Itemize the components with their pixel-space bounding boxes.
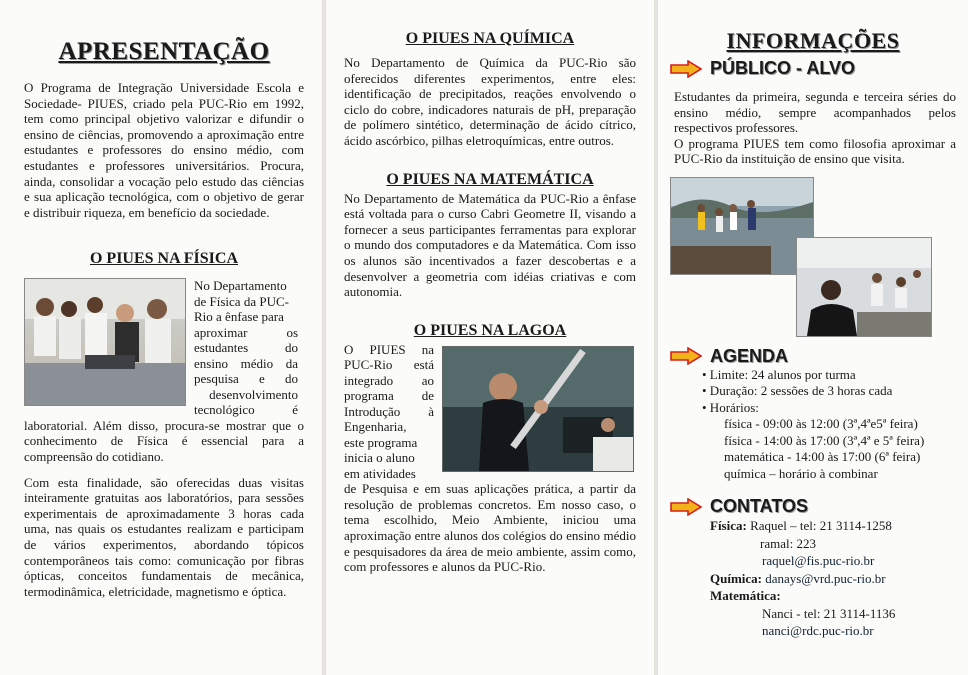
fisica-photo bbox=[24, 278, 186, 406]
agenda-item: • Duração: 2 sessões de 3 horas cada bbox=[702, 383, 893, 399]
quimica-label: Química: bbox=[710, 570, 762, 586]
fisica-line: tecnológico é bbox=[194, 402, 298, 418]
info-photos bbox=[670, 177, 956, 342]
lagoa-line: programa de bbox=[344, 388, 434, 404]
fisica-line: desenvolvimento bbox=[209, 386, 298, 402]
ramal: ramal: 223 bbox=[760, 535, 816, 551]
fisica-wrap-lines bbox=[194, 278, 298, 418]
lagoa-line: O PIUES na bbox=[344, 341, 434, 357]
fisica-line: ensino médio da bbox=[194, 355, 298, 371]
fisica-text-rest: laboratorial. Além disso, procura-se mostrar que o conhecimento de Física é essencial para a compreensão do cotidiano. bbox=[24, 417, 304, 465]
quimica-email[interactable]: danays@vrd.puc-rio.br bbox=[765, 570, 886, 586]
photo-lagoon-group bbox=[670, 177, 814, 275]
intro-text: O Programa de Integração Universidade Escola e Sociedade- PIUES, criado pela PUC-Rio em 1992, tem como principal objetivo valorizar e difundir o ensino de ciências, promovendo a aproximação entre estudantes e professores do ensino médio, com estudantes e professores universitários. Procura, ainda, consolidar a vocação pelo estudo das ciências e sua aplicação tecnológica, com o objetivo de gerar e distribuir riqueza, em benefício da sociedade. bbox=[24, 80, 304, 220]
lagoa-wrap-lines bbox=[344, 342, 434, 482]
matematica-email[interactable]: nanci@rdc.puc-rio.br bbox=[762, 623, 874, 639]
fisica-contact: Raquel – tel: 21 3114-1258 bbox=[750, 518, 892, 534]
agenda-item: • Limite: 24 alunos por turma bbox=[702, 366, 856, 382]
lagoa-line: Introdução à bbox=[344, 403, 434, 419]
matematica-label: Matemática: bbox=[710, 588, 781, 604]
lagoa-photo bbox=[442, 346, 634, 472]
panel-atividades bbox=[326, 0, 654, 675]
fisica-line: aproximar os bbox=[194, 324, 298, 340]
title-fisica: O PIUES NA FÍSICA bbox=[89, 250, 239, 268]
title-apresentacao: APRESENTAÇÃO bbox=[58, 38, 270, 65]
fisica-line: de Física da PUC- bbox=[194, 293, 289, 309]
matematica-text: No Departamento de Matemática da PUC-Rio a ênfase está voltada para o curso Cabri Geometre II, visando a fornecer a seus participantes ferramentas para explorar o mundo dos computadores e da Matemática. Com isso os alunos são incentivados a fazer descobertas e a desenvolver a geometria com idéias criativas e com autonomia. bbox=[344, 190, 636, 300]
publico-title: PÚBLICO - ALVO bbox=[710, 58, 855, 78]
publico-text-2: O programa PIUES tem como filosofia aproximar a PUC-Rio da instituição de ensino que visita. bbox=[674, 135, 956, 167]
fisica-line: No Departamento bbox=[194, 278, 287, 294]
agenda-list bbox=[670, 367, 956, 483]
arrow-right-icon bbox=[670, 347, 702, 365]
fisica-line: estudantes do bbox=[194, 340, 298, 356]
quimica-text: No Departamento de Química da PUC-Rio são oferecidos diferentes experimentos, entre eles: identificação de precipitados, reações envolvendo o ciclo do cobre, indicadores naturais de pH, preparação de polímero sintético, determinação de ácido cítrico, ácido ascórbico, pilhas eletroquímicas, entre outros. bbox=[344, 55, 636, 148]
photo-lab-class bbox=[796, 237, 932, 337]
lagoa-line: inicia o aluno bbox=[344, 450, 415, 466]
title-informacoes: INFORMAÇÕES bbox=[726, 28, 900, 53]
fisica-line: pesquisa e do bbox=[194, 371, 298, 387]
agenda-title: AGENDA bbox=[710, 345, 789, 366]
fisica-text-2: Com esta finalidade, são oferecidas duas visitas inteiramente gratuitas aos laboratórios, para sessões experimentais de aproximadamente 3 horas cada uma, nas quais os estudantes realizam e participam de vários experimentos, abordando tópicos contemporâneos tais como: comunicação por fibras ópticas, conceitos fundamentais de mecânica, termodinâmica, eletricidade, magnetismo e óptica. bbox=[24, 474, 304, 599]
contatos-heading bbox=[670, 496, 956, 517]
panel-informacoes bbox=[658, 0, 968, 675]
publico-text-1: Estudantes da primeira, segunda e terceira séries do ensino médio, sempre acompanhados pelos respectivos professores. bbox=[674, 89, 956, 136]
horario-item: química – horário à combinar bbox=[724, 465, 878, 481]
fisica-line: Rio a ênfase para bbox=[194, 309, 284, 325]
title-matematica: O PIUES NA MATEMÁTICA bbox=[386, 170, 594, 188]
agenda-heading bbox=[670, 346, 956, 367]
lagoa-text-rest: de Pesquisa e em suas aplicações prática, a partir da resolução de problemas concretos. Em nosso caso, o tema escolhido, Meio Ambiente, iniciou uma aproximação entre alunos dos colégios do ensino médio e pesquisadores da área de meio ambiente, assim como, com professores e alunos da PUC-Rio. bbox=[344, 481, 636, 575]
publico-heading bbox=[670, 58, 956, 79]
lagoa-line: este programa bbox=[344, 434, 418, 450]
panel-apresentacao bbox=[0, 0, 322, 675]
lagoa-line: em atividades bbox=[344, 465, 416, 481]
matematica-contact: Nanci - tel: 21 3114-1136 bbox=[762, 605, 896, 621]
horario-item: matemática - 14:00 às 17:00 (6ª feira) bbox=[724, 449, 921, 465]
agenda-item: • Horários: bbox=[702, 399, 759, 415]
horario-item: física - 14:00 às 17:00 (3ª,4ª e 5ª feira) bbox=[724, 432, 925, 448]
contacts-block bbox=[670, 517, 956, 640]
arrow-right-icon bbox=[670, 498, 702, 516]
contatos-title: CONTATOS bbox=[710, 496, 808, 517]
lagoa-line: Engenharia, bbox=[344, 419, 407, 435]
lagoa-line: PUC-Rio está bbox=[344, 357, 434, 373]
title-quimica: O PIUES NA QUÍMICA bbox=[405, 30, 575, 47]
title-lagoa: O PIUES NA LAGOA bbox=[413, 321, 567, 339]
fisica-label: Física: bbox=[710, 518, 747, 534]
horario-item: física - 09:00 às 12:00 (3ª,4ªe5ª feira) bbox=[724, 416, 918, 432]
fisica-email[interactable]: raquel@fis.puc-rio.br bbox=[762, 553, 875, 569]
arrow-right-icon bbox=[670, 60, 702, 78]
lagoa-line: integrado ao bbox=[344, 372, 434, 388]
